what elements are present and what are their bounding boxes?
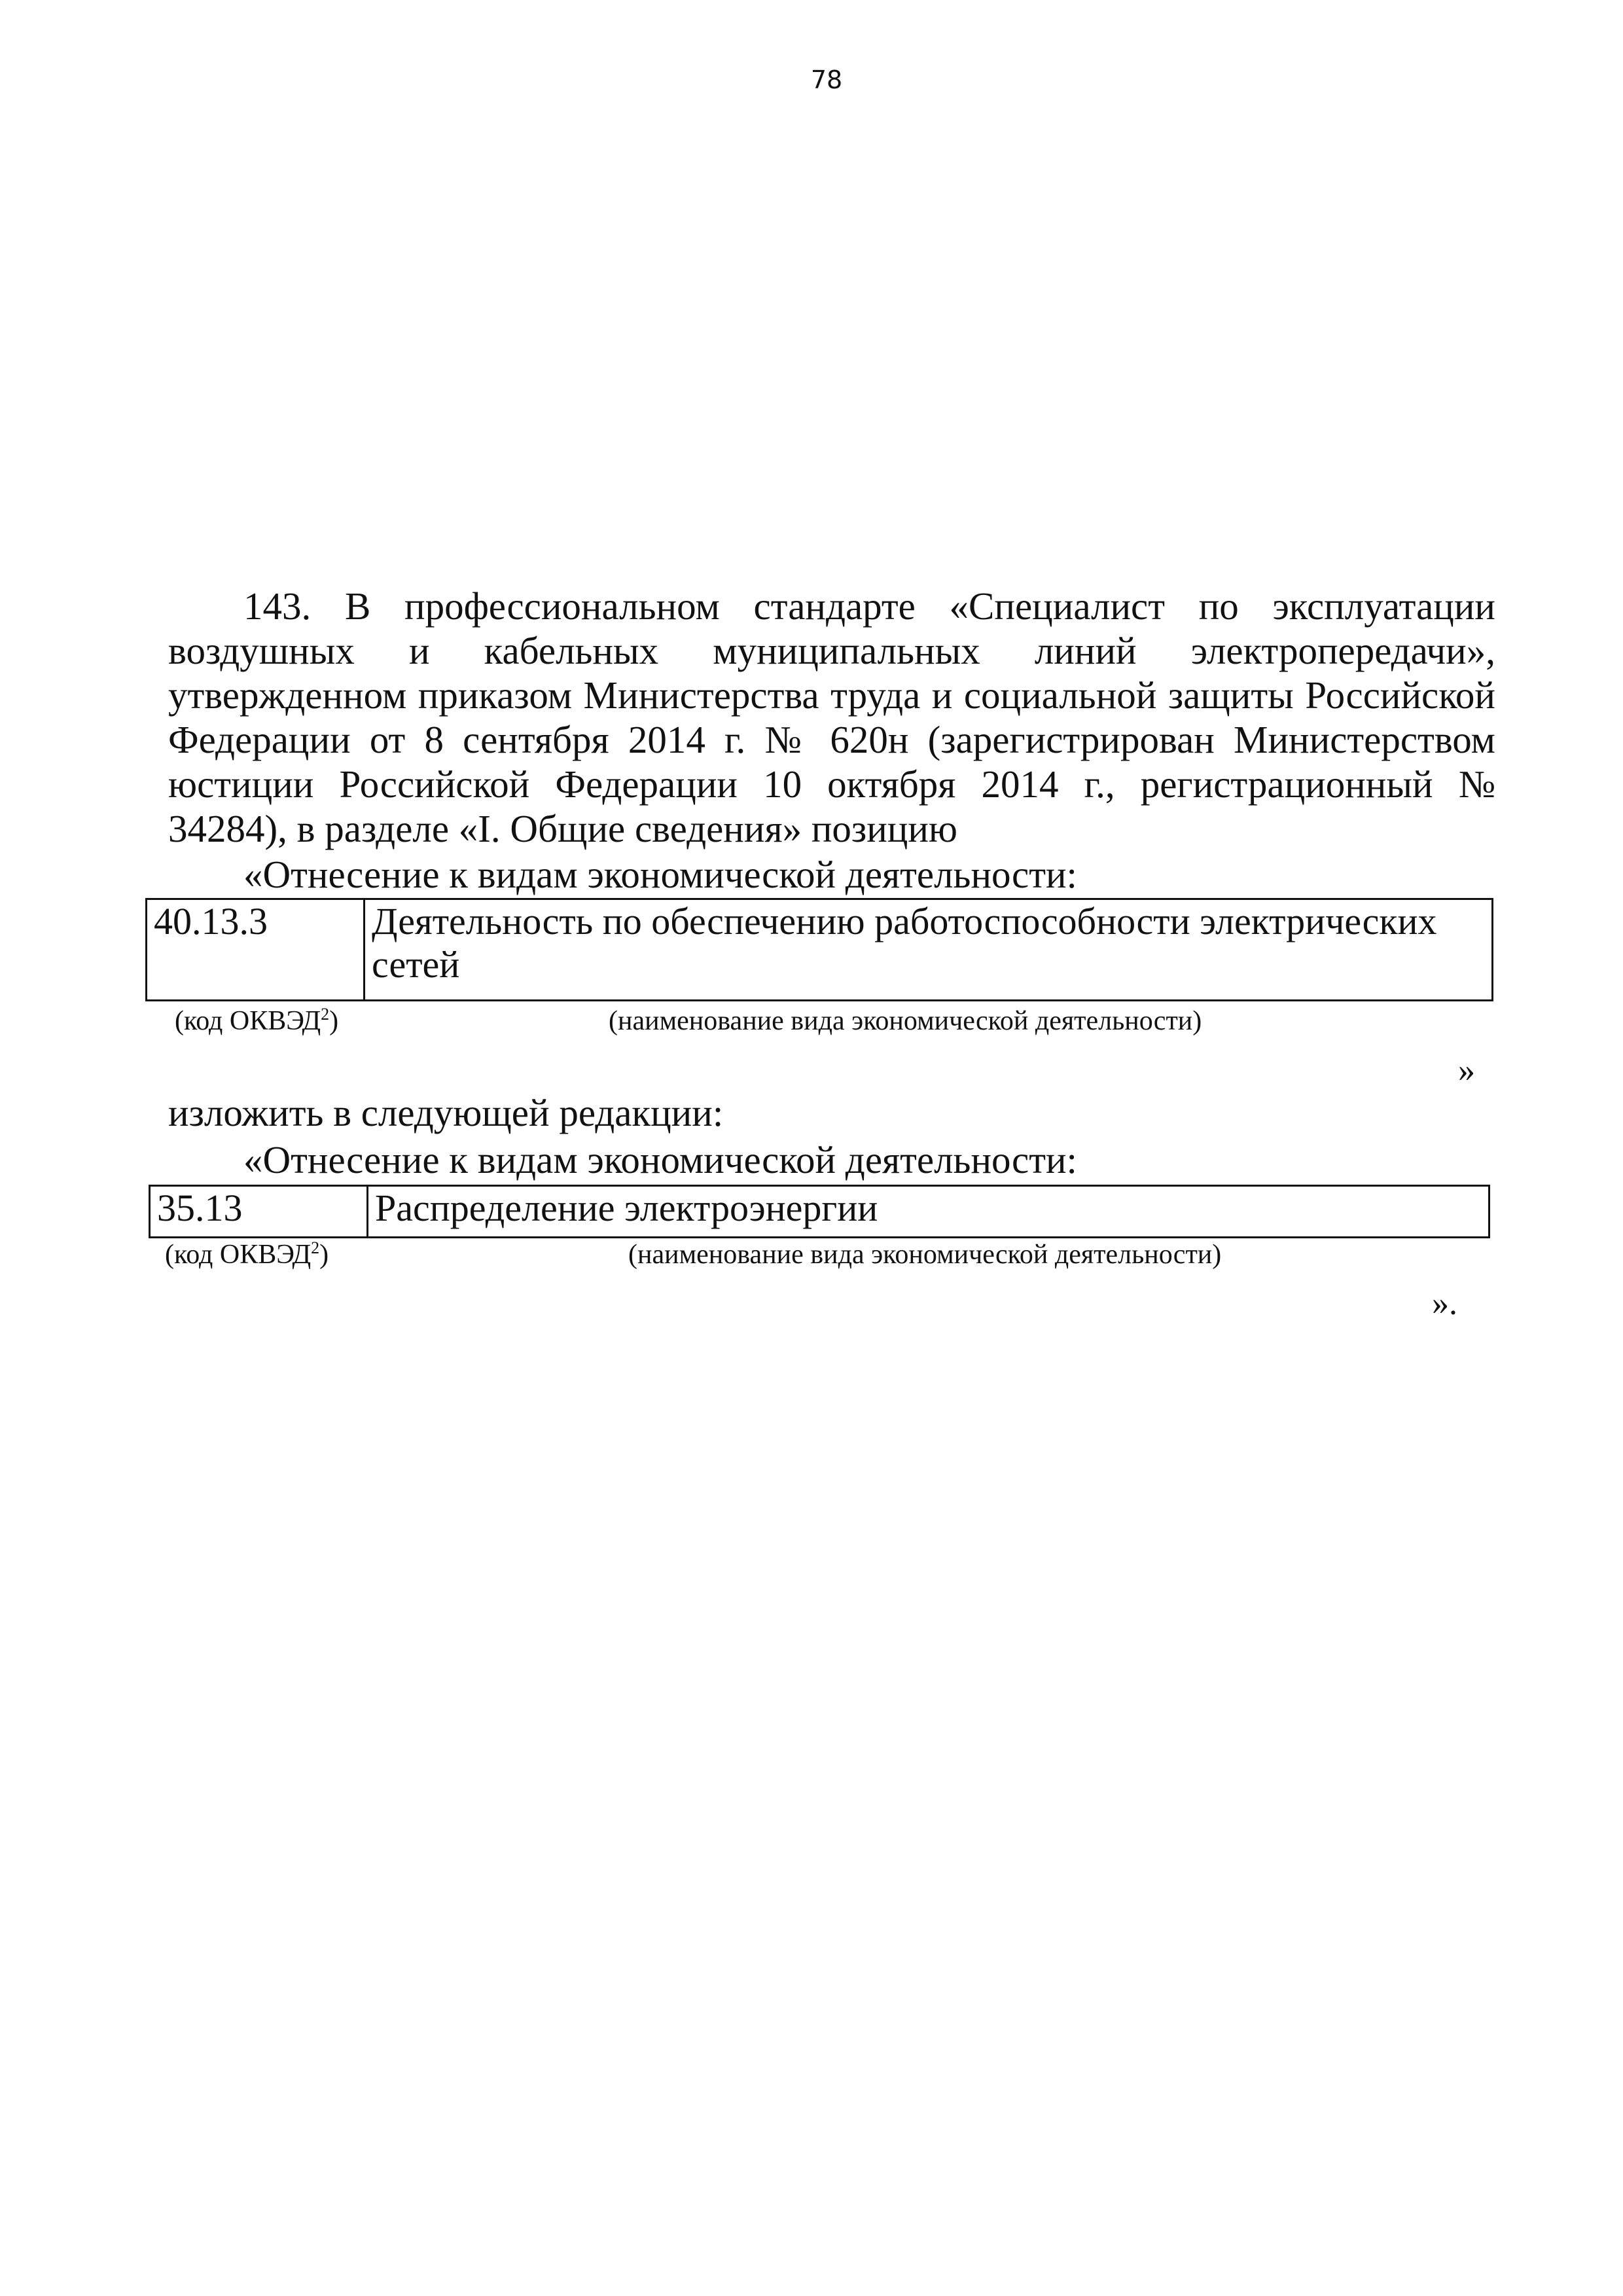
old-entry-heading: «Отнесение к видам экономической деятельности:: [243, 853, 1077, 896]
old-caption-name: (наименование вида экономической деятельности): [609, 1006, 1202, 1036]
old-activity-name: Деятельность по обеспечению работоспособности электрических сетей: [365, 899, 1493, 1001]
old-okved-table: [145, 898, 1493, 1001]
new-caption-code: (код ОКВЭД$^2$): [165, 1238, 329, 1270]
new-okved-table: [149, 1185, 1490, 1238]
new-okved-code: 35.13: [150, 1186, 368, 1238]
transition-text: изложить в следующей редакции:: [168, 1091, 724, 1134]
old-caption-code: (код ОКВЭД$^2$): [175, 1005, 339, 1036]
page-number: 78: [810, 65, 843, 94]
new-activity-name: Распределение электроэнергии: [368, 1186, 1489, 1238]
table-row: [150, 1186, 1489, 1238]
new-closing-quote: ».: [1432, 1285, 1457, 1322]
old-okved-code: 40.13.3: [147, 899, 365, 1001]
new-caption-name: (наименование вида экономической деятельности): [628, 1240, 1222, 1270]
amendment-paragraph: 143. В профессиональном стандарте «Специалист по эксплуатации воздушных и кабельных муниципальных линий электропередачи», утвержденном приказом Министерства труда и социальной защиты Российской Федерации от 8 сентября 2014 г. № 620н (зарегистрирован Министерством юстиции Российской Федерации 10 октября 2014 г., регистрационный № 34284), в разделе «I. Общие сведения» позицию: [168, 584, 1495, 850]
table-row: [147, 899, 1493, 1001]
old-closing-quote: »: [1458, 1052, 1475, 1089]
new-entry-heading: «Отнесение к видам экономической деятельности:: [243, 1138, 1077, 1181]
